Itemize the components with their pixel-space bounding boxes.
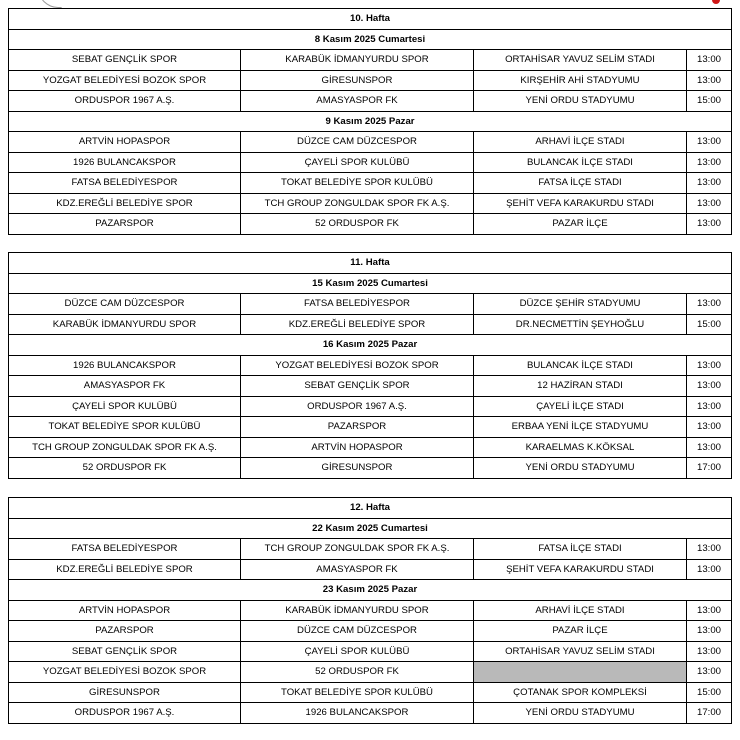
week-title: 12. Hafta <box>9 498 732 519</box>
match-time: 13:00 <box>687 376 732 397</box>
match-time: 13:00 <box>687 214 732 235</box>
day-title: 9 Kasım 2025 Pazar <box>9 111 732 132</box>
table-row <box>9 621 732 642</box>
away-team: TCH GROUP ZONGULDAK SPOR FK A.Ş. <box>241 539 474 560</box>
away-team: KARABÜK İDMANYURDU SPOR <box>241 50 474 71</box>
week-10-table <box>8 8 732 235</box>
away-team: PAZARSPOR <box>241 417 474 438</box>
match-time: 13:00 <box>687 152 732 173</box>
home-team: ÇAYELİ SPOR KULÜBÜ <box>9 396 241 417</box>
venue: BULANCAK İLÇE STADI <box>474 152 687 173</box>
venue: ORTAHİSAR YAVUZ SELİM STADI <box>474 50 687 71</box>
away-team: TOKAT BELEDİYE SPOR KULÜBÜ <box>241 173 474 194</box>
venue: FATSA İLÇE STADI <box>474 173 687 194</box>
table-row <box>9 376 732 397</box>
table-row <box>9 396 732 417</box>
away-team: KARABÜK İDMANYURDU SPOR <box>241 600 474 621</box>
away-team: DÜZCE CAM DÜZCESPOR <box>241 621 474 642</box>
table-row <box>9 294 732 315</box>
home-team: DÜZCE CAM DÜZCESPOR <box>9 294 241 315</box>
day-title: 23 Kasım 2025 Pazar <box>9 580 732 601</box>
day-title: 15 Kasım 2025 Cumartesi <box>9 273 732 294</box>
match-time: 13:00 <box>687 539 732 560</box>
home-team: ORDUSPOR 1967 A.Ş. <box>9 91 241 112</box>
table-row <box>9 70 732 91</box>
match-time: 13:00 <box>687 173 732 194</box>
match-time: 15:00 <box>687 314 732 335</box>
venue: ARHAVİ İLÇE STADI <box>474 132 687 153</box>
venue: FATSA İLÇE STADI <box>474 539 687 560</box>
match-time: 13:00 <box>687 50 732 71</box>
away-team: 52 ORDUSPOR FK <box>241 214 474 235</box>
home-team: KDZ.EREĞLİ BELEDİYE SPOR <box>9 193 241 214</box>
table-row <box>9 662 732 683</box>
venue: ÇAYELİ İLÇE STADI <box>474 396 687 417</box>
away-team: GİRESUNSPOR <box>241 458 474 479</box>
away-team: 52 ORDUSPOR FK <box>241 662 474 683</box>
venue: BULANCAK İLÇE STADI <box>474 355 687 376</box>
away-team: ARTVİN HOPASPOR <box>241 437 474 458</box>
away-team: 1926 BULANCAKSPOR <box>241 703 474 724</box>
venue: DR.NECMETTİN ŞEYHOĞLU <box>474 314 687 335</box>
match-time: 13:00 <box>687 641 732 662</box>
decorative-red-mark <box>712 0 720 4</box>
table-row <box>9 458 732 479</box>
home-team: AMASYASPOR FK <box>9 376 241 397</box>
home-team: 1926 BULANCAKSPOR <box>9 152 241 173</box>
away-team: DÜZCE CAM DÜZCESPOR <box>241 132 474 153</box>
venue: KARAELMAS K.KÖKSAL <box>474 437 687 458</box>
match-time: 13:00 <box>687 132 732 153</box>
home-team: KDZ.EREĞLİ BELEDİYE SPOR <box>9 559 241 580</box>
home-team: ARTVİN HOPASPOR <box>9 600 241 621</box>
venue: KIRŞEHİR AHİ STADYUMU <box>474 70 687 91</box>
venue: YENİ ORDU STADYUMU <box>474 458 687 479</box>
venue: 12 HAZİRAN STADI <box>474 376 687 397</box>
away-team: GİRESUNSPOR <box>241 70 474 91</box>
match-time: 13:00 <box>687 70 732 91</box>
match-time: 13:00 <box>687 193 732 214</box>
table-row <box>9 559 732 580</box>
venue: ŞEHİT VEFA KARAKURDU STADI <box>474 559 687 580</box>
away-team: ÇAYELİ SPOR KULÜBÜ <box>241 641 474 662</box>
home-team: ORDUSPOR 1967 A.Ş. <box>9 703 241 724</box>
day-title: 22 Kasım 2025 Cumartesi <box>9 518 732 539</box>
match-time: 15:00 <box>687 91 732 112</box>
table-row <box>9 314 732 335</box>
table-row <box>9 539 732 560</box>
venue: PAZAR İLÇE <box>474 621 687 642</box>
home-team: PAZARSPOR <box>9 214 241 235</box>
table-row <box>9 355 732 376</box>
home-team: YOZGAT BELEDİYESİ BOZOK SPOR <box>9 662 241 683</box>
table-row <box>9 682 732 703</box>
home-team: FATSA BELEDİYESPOR <box>9 173 241 194</box>
venue: YENİ ORDU STADYUMU <box>474 91 687 112</box>
home-team: SEBAT GENÇLİK SPOR <box>9 641 241 662</box>
venue: DÜZCE ŞEHİR STADYUMU <box>474 294 687 315</box>
day-title: 8 Kasım 2025 Cumartesi <box>9 29 732 50</box>
away-team: TCH GROUP ZONGULDAK SPOR FK A.Ş. <box>241 193 474 214</box>
match-time: 13:00 <box>687 396 732 417</box>
decorative-arc <box>38 0 62 8</box>
venue: ARHAVİ İLÇE STADI <box>474 600 687 621</box>
match-time: 13:00 <box>687 355 732 376</box>
table-row <box>9 152 732 173</box>
week-12-table <box>8 497 732 724</box>
venue: PAZAR İLÇE <box>474 214 687 235</box>
venue: ORTAHİSAR YAVUZ SELİM STADI <box>474 641 687 662</box>
match-time: 13:00 <box>687 600 732 621</box>
table-row <box>9 214 732 235</box>
table-row <box>9 417 732 438</box>
table-row <box>9 437 732 458</box>
table-row <box>9 132 732 153</box>
venue: YENİ ORDU STADYUMU <box>474 703 687 724</box>
home-team: SEBAT GENÇLİK SPOR <box>9 50 241 71</box>
table-row <box>9 600 732 621</box>
home-team: FATSA BELEDİYESPOR <box>9 539 241 560</box>
table-row <box>9 173 732 194</box>
day-title: 16 Kasım 2025 Pazar <box>9 335 732 356</box>
home-team: PAZARSPOR <box>9 621 241 642</box>
match-time: 13:00 <box>687 417 732 438</box>
table-row <box>9 91 732 112</box>
venue-empty-cell <box>474 662 687 683</box>
venue: ŞEHİT VEFA KARAKURDU STADI <box>474 193 687 214</box>
home-team: YOZGAT BELEDİYESİ BOZOK SPOR <box>9 70 241 91</box>
home-team: TCH GROUP ZONGULDAK SPOR FK A.Ş. <box>9 437 241 458</box>
week-11-table <box>8 252 732 479</box>
table-row <box>9 703 732 724</box>
match-time: 13:00 <box>687 662 732 683</box>
away-team: ÇAYELİ SPOR KULÜBÜ <box>241 152 474 173</box>
home-team: 52 ORDUSPOR FK <box>9 458 241 479</box>
table-row <box>9 50 732 71</box>
venue: ERBAA YENİ İLÇE STADYUMU <box>474 417 687 438</box>
venue: ÇOTANAK SPOR KOMPLEKSİ <box>474 682 687 703</box>
away-team: SEBAT GENÇLİK SPOR <box>241 376 474 397</box>
week-title: 10. Hafta <box>9 9 732 30</box>
away-team: KDZ.EREĞLİ BELEDİYE SPOR <box>241 314 474 335</box>
match-time: 17:00 <box>687 458 732 479</box>
home-team: ARTVİN HOPASPOR <box>9 132 241 153</box>
match-time: 13:00 <box>687 621 732 642</box>
away-team: ORDUSPOR 1967 A.Ş. <box>241 396 474 417</box>
away-team: AMASYASPOR FK <box>241 91 474 112</box>
away-team: TOKAT BELEDİYE SPOR KULÜBÜ <box>241 682 474 703</box>
match-time: 13:00 <box>687 437 732 458</box>
away-team: YOZGAT BELEDİYESİ BOZOK SPOR <box>241 355 474 376</box>
away-team: AMASYASPOR FK <box>241 559 474 580</box>
match-time: 17:00 <box>687 703 732 724</box>
match-time: 13:00 <box>687 294 732 315</box>
home-team: KARABÜK İDMANYURDU SPOR <box>9 314 241 335</box>
away-team: FATSA BELEDİYESPOR <box>241 294 474 315</box>
table-row <box>9 641 732 662</box>
home-team: 1926 BULANCAKSPOR <box>9 355 241 376</box>
home-team: TOKAT BELEDİYE SPOR KULÜBÜ <box>9 417 241 438</box>
week-title: 11. Hafta <box>9 253 732 274</box>
table-row <box>9 193 732 214</box>
home-team: GİRESUNSPOR <box>9 682 241 703</box>
match-time: 15:00 <box>687 682 732 703</box>
match-time: 13:00 <box>687 559 732 580</box>
